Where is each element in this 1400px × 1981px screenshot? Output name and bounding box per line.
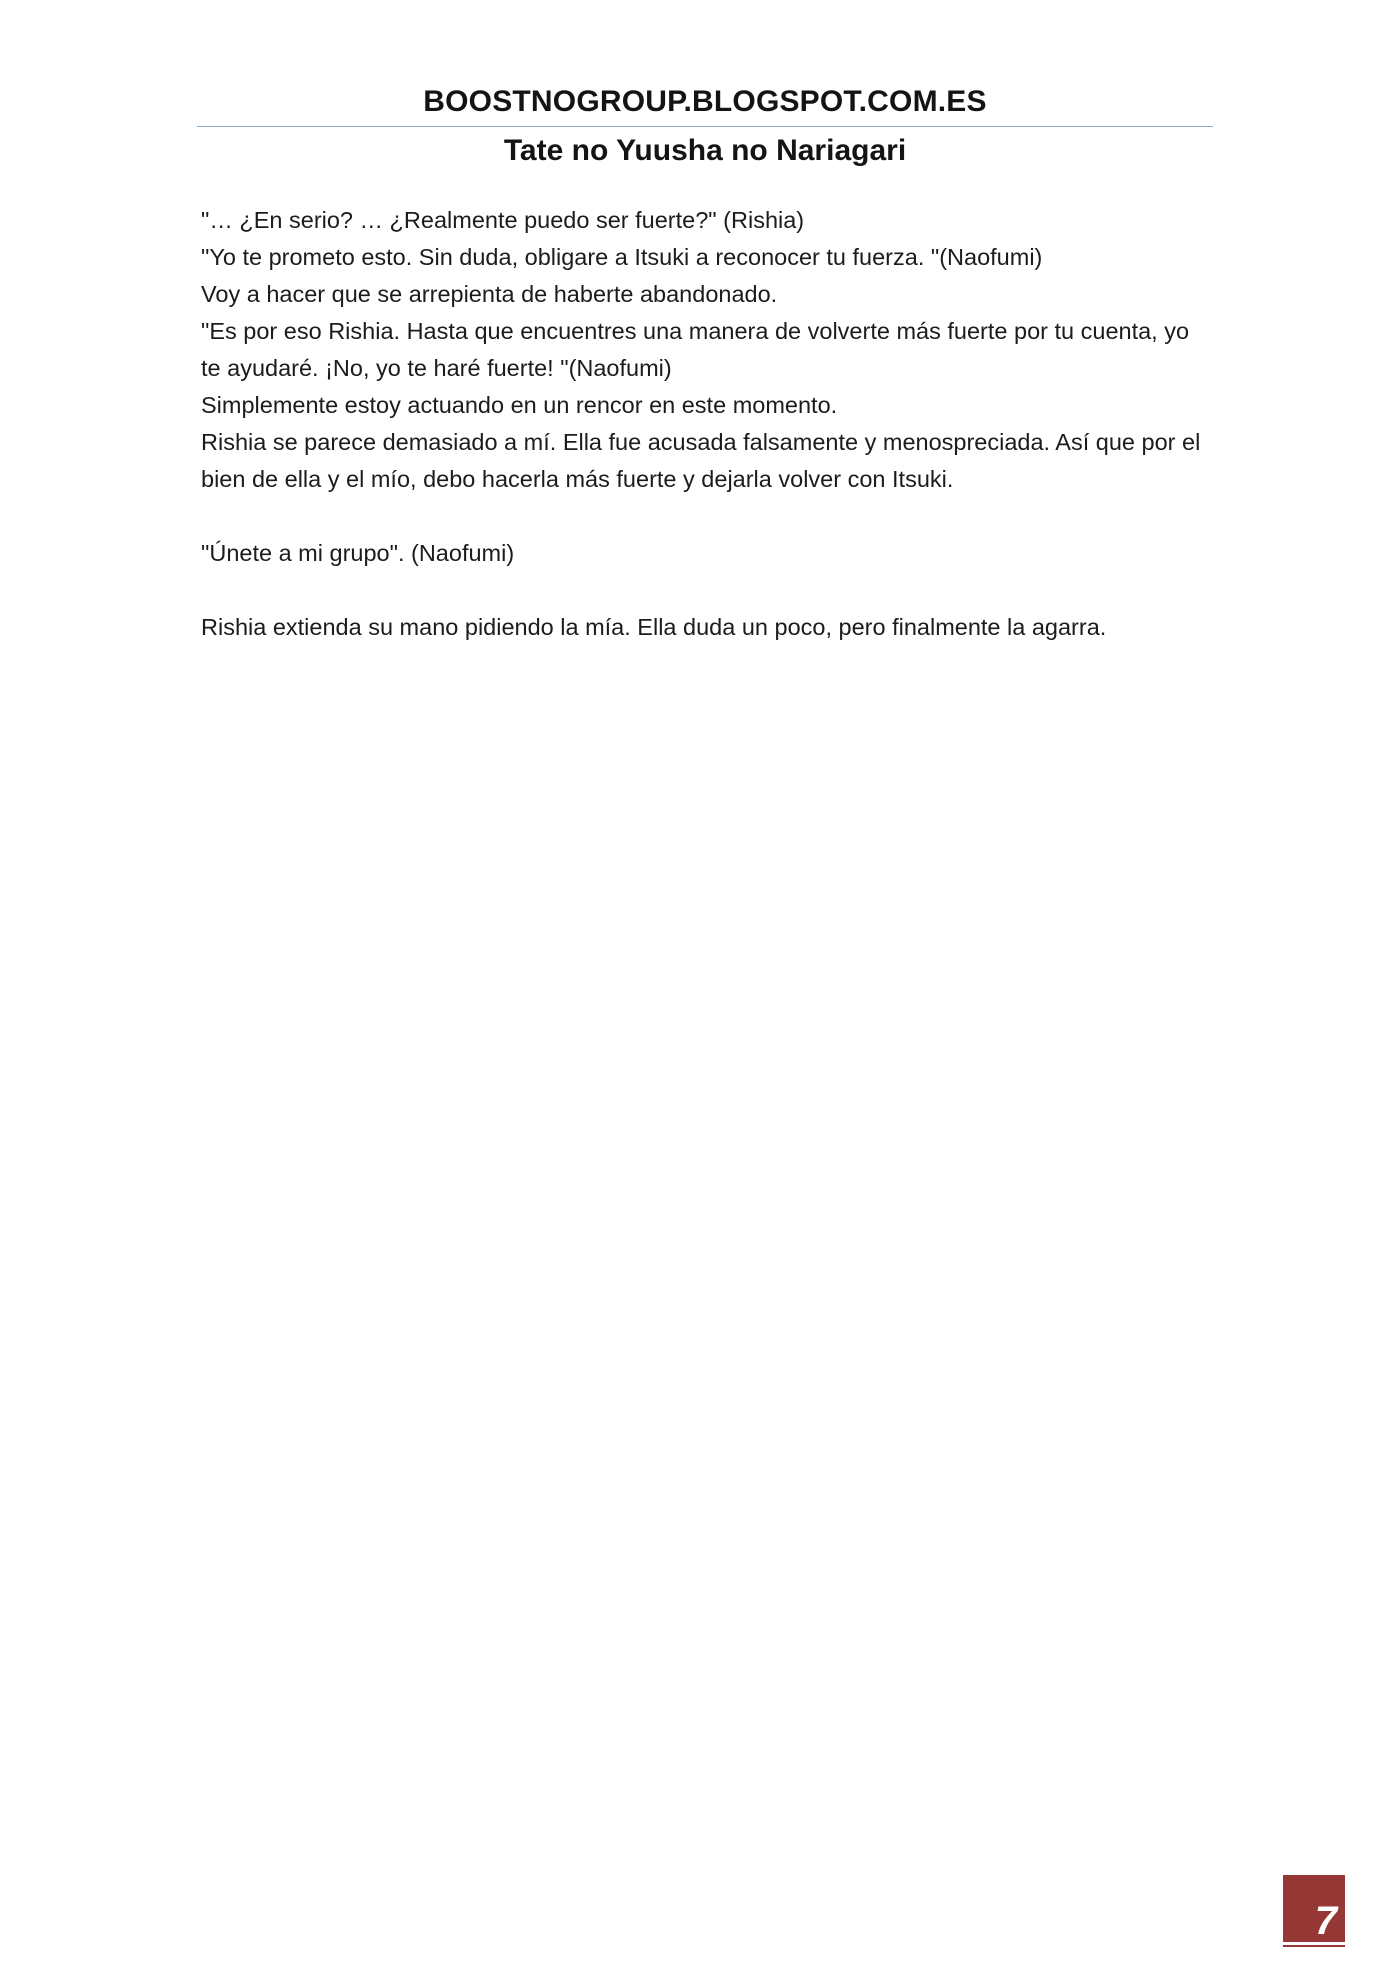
site-title: BOOSTNOGROUP.BLOGSPOT.COM.ES	[423, 85, 987, 118]
paragraph: "Yo te prometo esto. Sin duda, obligare a Itsuki a reconocer tu fuerza. "(Naofumi)	[201, 244, 1043, 270]
page-number-badge	[1283, 1875, 1345, 1947]
paragraph: "… ¿En serio? … ¿Realmente puedo ser fuerte?" (Rishia)	[201, 207, 805, 233]
header-divider	[197, 126, 1213, 127]
paragraph: "Es por eso Rishia. Hasta que encuentres una manera de volverte más fuerte por tu cuenta, yo te ayudaré. ¡No, yo te haré fuerte! "(Naofumi)	[201, 318, 1190, 381]
paragraph-spacer	[201, 498, 1207, 535]
book-title: Tate no Yuusha no Nariagari	[503, 134, 907, 167]
paragraph-spacer	[201, 572, 1207, 609]
page-number: 7	[1314, 1899, 1337, 1943]
paragraph: Rishia extienda su mano pidiendo la mía. Ella duda un poco, pero finalmente la agarra.	[201, 614, 1107, 640]
paragraph: Rishia se parece demasiado a mí. Ella fue acusada falsamente y menospreciada. Así que por el bien de ella y el mío, debo hacerla más fuerte y dejarla volver con Itsuki.	[201, 429, 1201, 492]
page-number-underline	[1283, 1942, 1345, 1945]
body-text	[201, 202, 1207, 646]
paragraph: Simplemente estoy actuando en un rencor en este momento.	[201, 392, 838, 418]
page-header	[197, 82, 1213, 171]
paragraph: "Únete a mi grupo". (Naofumi)	[201, 540, 515, 566]
paragraph: Voy a hacer que se arrepienta de haberte abandonado.	[201, 281, 778, 307]
